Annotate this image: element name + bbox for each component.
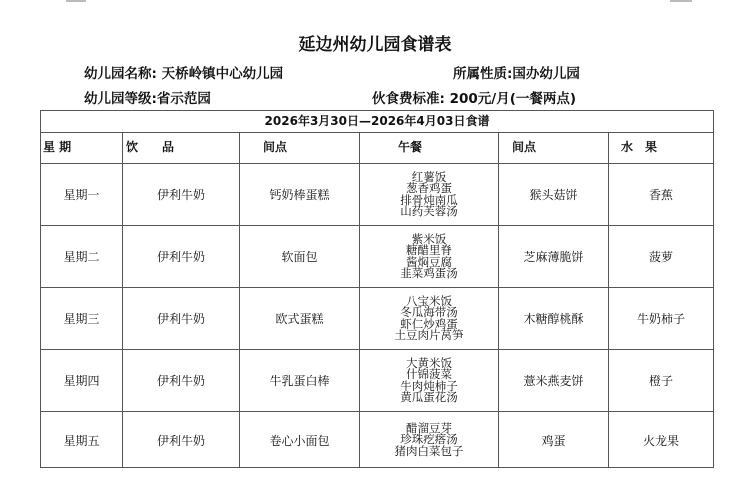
- fruit-cell: 火龙果: [642, 433, 679, 448]
- header-fruit: 水 果: [621, 140, 658, 154]
- fruit-cell: 香蕉: [648, 188, 673, 202]
- snack-afternoon-cell: 鸡蛋: [541, 433, 566, 448]
- meal-fee-line: [372, 87, 576, 107]
- snack-morning-cell: 卷心小面包: [269, 433, 330, 448]
- lunch-dish: 紫米饭: [411, 231, 447, 246]
- lunch-dish: 排骨炖南瓜: [400, 192, 458, 207]
- lunch-dish: 黄瓜蛋花汤: [400, 390, 458, 404]
- lunch-dish: 八宝米饭: [406, 293, 452, 308]
- scan-edge-mark-right: [670, 0, 692, 2]
- scan-edge-mark-left: [66, 0, 86, 2]
- day-cell: 星期五: [63, 433, 100, 448]
- drink-cell: 伊利牛奶: [156, 250, 205, 264]
- lunch-dish: 牛肉炖柿子: [400, 378, 458, 393]
- snack-afternoon-cell: 木糖醇桃酥: [523, 312, 584, 326]
- date-range: 2026年3月30日—2026年4月03日食谱: [41, 111, 713, 133]
- kindergarten-level-line: [84, 87, 211, 107]
- kindergarten-name-label: 幼儿园名称:: [84, 66, 157, 82]
- snack-afternoon-cell: 薏米燕麦饼: [523, 374, 584, 388]
- lunch-dish: 什锦菠菜: [406, 367, 452, 381]
- meal-fee-label: 伙食费标准:: [372, 91, 445, 107]
- snack-morning-cell: 软面包: [281, 250, 318, 264]
- lunch-dish: 冬瓜海带汤: [400, 305, 458, 319]
- kindergarten-level-value: 省示范园: [156, 91, 211, 107]
- kindergarten-level-label: 幼儿园等级:: [84, 91, 157, 107]
- fruit-cell: 菠萝: [648, 250, 673, 264]
- lunch-dish: 土豆肉片莴笋: [394, 328, 464, 342]
- header-lunch: 午餐: [398, 140, 423, 154]
- kindergarten-nature-line: [453, 62, 580, 82]
- day-cell: 星期四: [63, 374, 100, 388]
- header-snack-morning: 间点: [263, 140, 288, 154]
- day-cell: 星期二: [63, 250, 100, 264]
- page-title: 延边州幼儿园食谱表: [298, 35, 452, 55]
- lunch-dish: 猪肉白菜包子: [394, 443, 464, 458]
- lunch-dish: 珍珠疙瘩汤: [400, 432, 458, 447]
- lunch-dish: 酱焖豆腐: [406, 254, 452, 269]
- header-day: 星 期: [43, 140, 72, 154]
- header-snack-afternoon: 间点: [512, 140, 537, 154]
- snack-morning-cell: 牛乳蛋白棒: [269, 374, 330, 388]
- lunch-dish: 大黄米饭: [406, 355, 452, 370]
- drink-cell: 伊利牛奶: [156, 312, 205, 326]
- lunch-dish: 山药芙蓉汤: [400, 204, 458, 218]
- meal-fee-value: 200元/月(一餐两点): [449, 91, 577, 107]
- drink-cell: 伊利牛奶: [156, 188, 205, 202]
- lunch-dish: 醋溜豆芽: [406, 420, 452, 435]
- lunch-dish: 糖醋里脊: [406, 243, 452, 257]
- day-cell: 星期三: [63, 312, 100, 326]
- lunch-cell: [360, 164, 498, 225]
- fruit-cell: 橙子: [648, 374, 673, 388]
- lunch-dish: 葱香鸡蛋: [406, 181, 452, 195]
- lunch-dish: 韭菜鸡蛋汤: [400, 266, 458, 280]
- day-cell: 星期一: [63, 188, 100, 202]
- drink-cell: 伊利牛奶: [156, 374, 205, 388]
- lunch-dish: 红薯饭: [411, 169, 447, 184]
- kindergarten-name-value: 天桥岭镇中心幼儿园: [161, 66, 284, 82]
- kindergarten-name-line: [84, 62, 283, 82]
- lunch-cell: [360, 226, 498, 287]
- lunch-cell: [360, 412, 498, 468]
- snack-afternoon-cell: 芝麻薄脆饼: [523, 250, 584, 264]
- kindergarten-nature-label: 所属性质:: [453, 66, 513, 82]
- snack-afternoon-cell: 猴头菇饼: [529, 188, 578, 202]
- lunch-cell: [360, 288, 498, 349]
- fruit-cell: 牛奶柿子: [636, 312, 685, 326]
- drink-cell: 伊利牛奶: [156, 433, 205, 448]
- kindergarten-nature-value: 国办幼儿园: [512, 66, 580, 82]
- snack-morning-cell: 欧式蛋糕: [275, 312, 324, 326]
- header-drink: 饮 品: [126, 140, 175, 154]
- menu-table: [40, 110, 714, 468]
- lunch-dish: 虾仁炒鸡蛋: [400, 316, 458, 331]
- snack-morning-cell: 钙奶棒蛋糕: [269, 188, 330, 202]
- lunch-cell: [360, 350, 498, 411]
